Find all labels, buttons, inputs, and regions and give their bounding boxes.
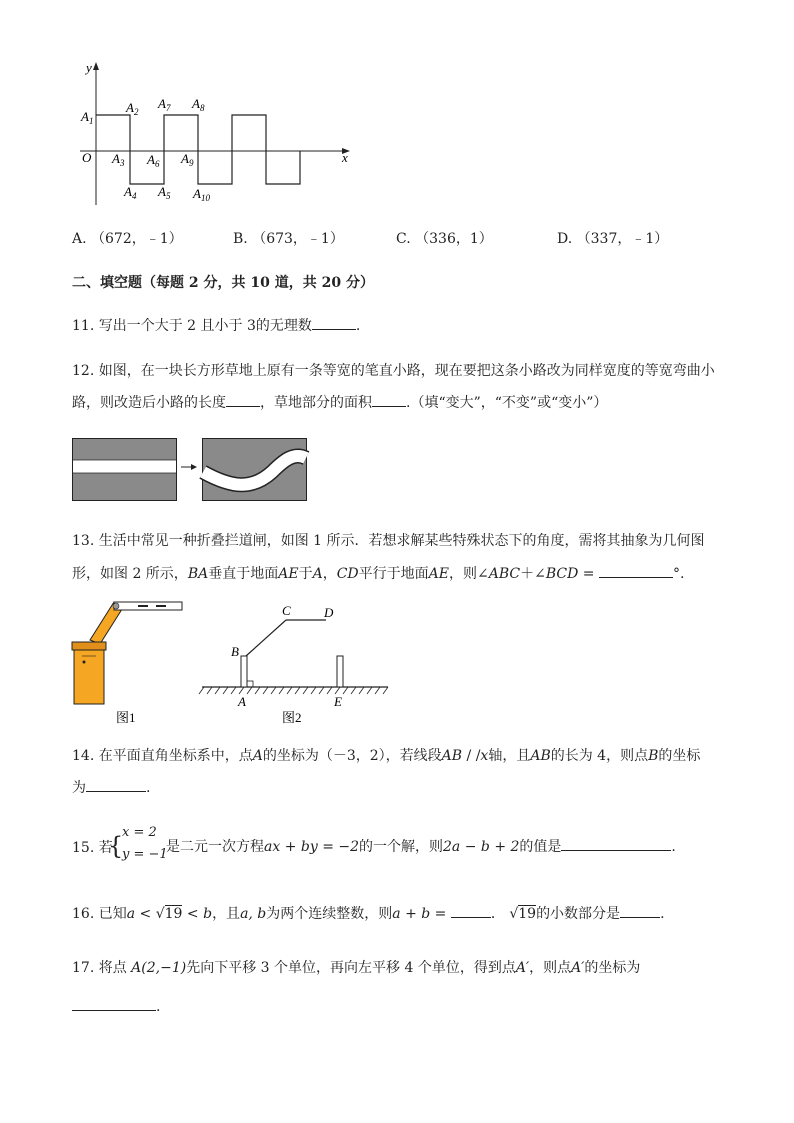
question-15-number: 15. 若: [72, 840, 113, 856]
label-a1: $A_1$: [81, 109, 94, 126]
point-c-label: C: [282, 603, 291, 618]
label-a2: $A_2$: [126, 100, 139, 117]
label-a8: $A_8$: [192, 96, 205, 113]
sqrt-symbol-2: √: [509, 906, 519, 922]
figure-2-caption: 图2: [282, 710, 302, 725]
question-17-line2: .: [72, 996, 160, 1017]
label-a9: $A_9$: [181, 151, 194, 168]
label-a4: $A_4$: [124, 184, 137, 201]
answer-blank-13[interactable]: [599, 563, 673, 578]
answer-blank-12a[interactable]: [226, 392, 260, 407]
section-heading: 二、填空题（每题 2 分，共 10 道，共 20 分）: [72, 275, 374, 291]
question-15-text: 是二元一次方程ax + by = −2的一个解，则2a − b + 2的值是 .: [166, 836, 676, 857]
answer-blank-14[interactable]: [86, 777, 146, 792]
system-equation-1: x = 2: [122, 825, 157, 840]
question-14-line1: 14. 在平面直角坐标系中，点A的坐标为（－3，2），若线段AB / /x轴，且AB的长为 4，则点B的坐标: [72, 748, 701, 764]
question-11: 11. 写出一个大于 2 且小于 3的无理数 .: [72, 315, 360, 336]
system-equation-2: y = −1: [122, 847, 168, 862]
question-12-line2: 路，则改造后小路的长度 ，草地部分的面积 .（填“变大”，“不变”或“变小”）: [72, 392, 607, 413]
answer-blank-16b[interactable]: [620, 903, 660, 918]
point-b-label: B: [231, 644, 239, 659]
option-b: B. （673，﹣1）: [233, 231, 344, 247]
option-c: C. （336，1）: [396, 231, 493, 247]
label-a5: $A_5$: [158, 184, 171, 201]
figure-1-caption: 图1: [116, 710, 136, 725]
question-12-line1: 12. 如图，在一块长方形草地上原有一条等宽的笔直小路，现在要把这条小路改为同样宽度的等宽弯曲小: [72, 363, 715, 379]
x-axis-label: x: [342, 150, 348, 165]
answer-blank-12b[interactable]: [372, 392, 406, 407]
point-d-label: D: [324, 605, 334, 620]
option-a: A. （672，﹣1）: [72, 231, 183, 247]
geometry-figure-2: [198, 600, 393, 728]
label-a6: $A_6$: [147, 152, 160, 169]
question-13-line1: 13. 生活中常见一种折叠拦道闸，如图 1 所示．若想求解某些特殊状态下的角度，需将其抽象为几何图: [72, 533, 705, 549]
barrier-gate-figure-1: [70, 598, 190, 728]
label-a3: $A_3$: [112, 151, 125, 168]
y-axis-label: y: [86, 60, 92, 75]
answer-blank-17[interactable]: [72, 996, 156, 1011]
option-d: D. （337，﹣1）: [557, 231, 669, 247]
question-13-line2: 形，如图 2 所示，BA垂直于地面AE于A，CD平行于地面AE，则∠ABC＋∠BCD = °.: [72, 563, 684, 584]
question-16: 16. 已知a < √19 < b，且a, b为两个连续整数，则a + b = ． √19的小数部分是 .: [72, 903, 665, 924]
sqrt-symbol: √: [155, 906, 165, 922]
label-a10: $A_{10}$: [193, 186, 210, 203]
label-a7: $A_7$: [158, 96, 171, 113]
point-a-label: A: [238, 694, 246, 709]
answer-blank-15[interactable]: [561, 836, 671, 851]
question-14-line2: 为 .: [72, 777, 150, 798]
origin-label: O: [82, 150, 92, 165]
step-graph-figure: [70, 60, 370, 210]
answer-blank-11[interactable]: [312, 315, 356, 330]
question-17-line1: 17. 将点 A(2,−1)先向下平移 3 个单位，再向左平移 4 个单位，得到点A′，则点A′的坐标为: [72, 960, 641, 976]
grass-path-figure: [72, 438, 312, 504]
answer-blank-16a[interactable]: [451, 903, 491, 918]
system-brace: {: [108, 832, 124, 860]
point-e-label: E: [334, 694, 342, 709]
